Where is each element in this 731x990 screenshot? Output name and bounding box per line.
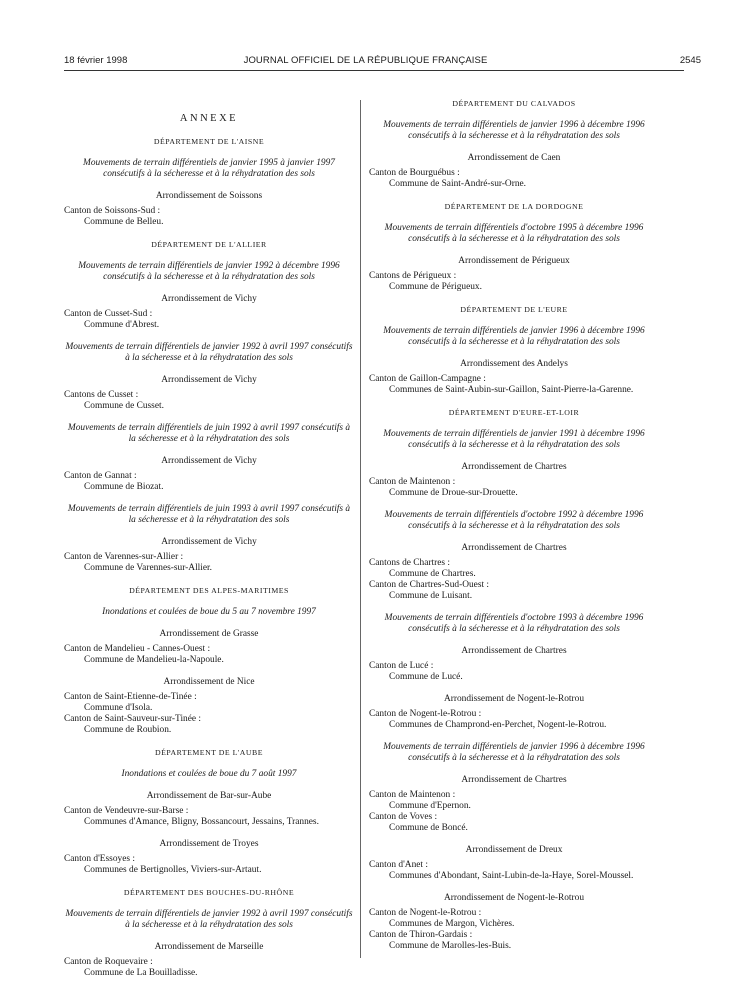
event-description: Mouvements de terrain différentiels de janvier 1991 à décembre 1996 consécutifs à la sécheresse et à la réhydratation des sols	[383, 429, 645, 450]
event-description: Mouvements de terrain différentiels d'octobre 1995 à décembre 1996 consécutifs à la sécheresse et à la réhydratation des sols	[384, 223, 644, 244]
commune-list: Commune de Marolles-les-Buis.	[389, 941, 512, 951]
annexe-title: ANNEXE	[179, 113, 239, 124]
canton-label: Cantons de Chartres :	[369, 558, 450, 568]
arrondissement-heading: Arrondissement de Chartres	[461, 462, 567, 472]
arrondissement-heading: Arrondissement de Vichy	[161, 294, 257, 304]
arrondissement-heading: Arrondissement de Vichy	[161, 456, 257, 466]
canton-label: Canton de Maintenon :	[369, 477, 456, 487]
canton-label: Canton de Gaillon-Campagne :	[369, 374, 486, 384]
commune-list: Commune de Boncé.	[389, 823, 468, 833]
canton-label: Canton de Vendeuvre-sur-Barse :	[64, 806, 189, 816]
arrondissement-heading: Arrondissement de Caen	[467, 153, 561, 163]
event-description: Mouvements de terrain différentiels de janvier 1995 à janvier 1997 consécutifs à la sécheresse et à la réhydratation des sols	[83, 158, 335, 179]
canton-label: Cantons de Cusset :	[64, 390, 139, 400]
commune-list: Commune d'Epernon.	[389, 801, 471, 811]
canton-label: Cantons de Périgueux :	[369, 271, 457, 281]
canton-label: Canton de Gannat :	[64, 471, 137, 481]
commune-list: Commune de Roubion.	[84, 725, 172, 735]
arrondissement-heading: Arrondissement de Bar-sur-Aube	[146, 791, 272, 801]
column-divider	[360, 100, 361, 958]
commune-list: Communes de Margon, Vichères.	[389, 919, 515, 929]
event-description: Mouvements de terrain différentiels de janvier 1992 à décembre 1996 consécutifs à la sécheresse et à la réhydratation des sols	[78, 261, 340, 282]
dept-heading: DÉPARTEMENT DES ALPES-MARITIMES	[129, 586, 289, 595]
commune-list: Commune de Mandelieu-la-Napoule.	[84, 655, 224, 665]
event-description: Mouvements de terrain différentiels de janvier 1996 à décembre 1996 consécutifs à la sécheresse et à la réhydratation des sols	[383, 326, 645, 347]
canton-label: Canton de Cusset-Sud :	[64, 309, 153, 319]
canton-label: Canton de Saint-Etienne-de-Tinée :	[64, 692, 197, 702]
event-description: Mouvements de terrain différentiels d'octobre 1993 à décembre 1996 consécutifs à la sécheresse et à la réhydratation des sols	[384, 613, 644, 634]
canton-label: Canton de Roquevaire :	[64, 957, 153, 967]
canton-label: Canton de Soissons-Sud :	[64, 206, 161, 216]
arrondissement-heading: Arrondissement de Dreux	[465, 845, 563, 855]
event-description: Mouvements de terrain différentiels de juin 1993 à avril 1997 consécutifs à la sécheresse et à la réhydratation des sols	[67, 504, 351, 525]
commune-list: Commune de Lucé.	[389, 672, 463, 682]
canton-label: Canton de Saint-Sauveur-sur-Tinée :	[64, 714, 202, 724]
arrondissement-heading: Arrondissement de Marseille	[154, 942, 264, 952]
commune-list: Commune de Biozat.	[84, 482, 164, 492]
event-description: Mouvements de terrain différentiels d'octobre 1992 à décembre 1996 consécutifs à la sécheresse et à la réhydratation des sols	[384, 510, 644, 531]
commune-list: Commune de Chartres.	[389, 569, 476, 579]
commune-list: Commune de Droue-sur-Drouette.	[389, 488, 518, 498]
commune-list: Communes de Bertignolles, Viviers-sur-Artaut.	[84, 865, 262, 875]
dept-heading: DÉPARTEMENT D'EURE-ET-LOIR	[448, 408, 580, 417]
event-description: Mouvements de terrain différentiels de juin 1992 à avril 1997 consécutifs à la sécheresse et à la réhydratation des sols	[67, 423, 351, 444]
commune-list: Communes d'Abondant, Saint-Lubin-de-la-Haye, Sorel-Moussel.	[389, 871, 634, 881]
left-column	[64, 113, 354, 979]
commune-list: Commune de Varennes-sur-Allier.	[84, 563, 212, 573]
journal-title: JOURNAL OFFICIEL DE LA RÉPUBLIQUE FRANÇAISE	[243, 55, 488, 66]
page-header	[0, 55, 731, 69]
arrondissement-heading: Arrondissement des Andelys	[460, 359, 568, 369]
dept-heading: DÉPARTEMENT DU CALVADOS	[452, 99, 576, 108]
canton-label: Canton d'Anet :	[369, 860, 428, 870]
commune-list: Commune de Luisant.	[389, 591, 473, 601]
dept-heading: DÉPARTEMENT DES BOUCHES-DU-RHÔNE	[123, 888, 295, 897]
event-description: Mouvements de terrain différentiels de janvier 1992 à avril 1997 consécutifs à la sécheresse et à la réhydratation des sols	[65, 342, 353, 363]
arrondissement-heading: Arrondissement de Vichy	[161, 537, 257, 547]
event-description: Mouvements de terrain différentiels de janvier 1996 à décembre 1996 consécutifs à la sécheresse et à la réhydratation des sols	[383, 120, 645, 141]
commune-list: Commune de Périgueux.	[389, 282, 482, 292]
canton-label: Canton de Chartres-Sud-Ouest :	[369, 580, 490, 590]
commune-list: Commune de La Bouilladisse.	[84, 968, 198, 978]
commune-list: Commune de Saint-André-sur-Orne.	[389, 179, 527, 189]
canton-label: Canton de Thiron-Gardais :	[369, 930, 473, 940]
canton-label: Canton de Lucé :	[369, 661, 434, 671]
arrondissement-heading: Arrondissement de Chartres	[461, 775, 567, 785]
event-description: Mouvements de terrain différentiels de janvier 1992 à avril 1997 consécutifs à la sécheresse et à la réhydratation des sols	[65, 909, 353, 930]
commune-list: Commune d'Isola.	[84, 703, 153, 713]
arrondissement-heading: Arrondissement de Chartres	[461, 646, 567, 656]
commune-list: Commune de Belleu.	[84, 217, 164, 227]
dept-heading: DÉPARTEMENT DE L'AISNE	[153, 137, 265, 146]
arrondissement-heading: Arrondissement de Vichy	[161, 375, 257, 385]
commune-list: Commune d'Abrest.	[84, 320, 160, 330]
dept-heading: DÉPARTEMENT DE LA DORDOGNE	[444, 202, 584, 211]
dept-heading: DÉPARTEMENT DE L'EURE	[460, 305, 568, 314]
arrondissement-heading: Arrondissement de Nogent-le-Rotrou	[443, 893, 585, 903]
arrondissement-heading: Arrondissement de Troyes	[159, 839, 259, 849]
canton-label: Canton de Mandelieu - Cannes-Ouest :	[64, 644, 211, 654]
arrondissement-heading: Arrondissement de Chartres	[461, 543, 567, 553]
arrondissement-heading: Arrondissement de Nogent-le-Rotrou	[443, 694, 585, 704]
canton-label: Canton de Varennes-sur-Allier :	[64, 552, 184, 562]
dept-heading: DÉPARTEMENT DE L'AUBE	[154, 748, 264, 757]
right-column	[369, 98, 659, 952]
canton-label: Canton de Maintenon :	[369, 790, 456, 800]
header-date: 18 février 1998	[64, 55, 128, 66]
arrondissement-heading: Arrondissement de Grasse	[159, 629, 259, 639]
event-description: Mouvements de terrain différentiels de janvier 1996 à décembre 1996 consécutifs à la sécheresse et à la réhydratation des sols	[383, 742, 645, 763]
arrondissement-heading: Arrondissement de Soissons	[155, 191, 263, 201]
header-rule	[64, 70, 684, 71]
canton-label: Canton de Nogent-le-Rotrou :	[369, 908, 482, 918]
canton-label: Canton de Voves :	[369, 812, 438, 822]
commune-list: Communes de Champrond-en-Perchet, Nogent-le-Rotrou.	[389, 720, 607, 730]
canton-label: Canton d'Essoyes :	[64, 854, 135, 864]
event-description: Inondations et coulées de boue du 7 août 1997	[121, 769, 297, 779]
page-number: 2545	[679, 55, 701, 66]
dept-heading: DÉPARTEMENT DE L'ALLIER	[151, 240, 267, 249]
arrondissement-heading: Arrondissement de Nice	[163, 677, 255, 687]
commune-list: Commune de Cusset.	[84, 401, 164, 411]
canton-label: Canton de Bourguébus :	[369, 168, 460, 178]
commune-list: Communes d'Amance, Bligny, Bossancourt, Jessains, Trannes.	[84, 817, 319, 827]
commune-list: Communes de Saint-Aubin-sur-Gaillon, Saint-Pierre-la-Garenne.	[389, 385, 634, 395]
canton-label: Canton de Nogent-le-Rotrou :	[369, 709, 482, 719]
event-description: Inondations et coulées de boue du 5 au 7 novembre 1997	[102, 607, 316, 617]
arrondissement-heading: Arrondissement de Périgueux	[458, 256, 570, 266]
